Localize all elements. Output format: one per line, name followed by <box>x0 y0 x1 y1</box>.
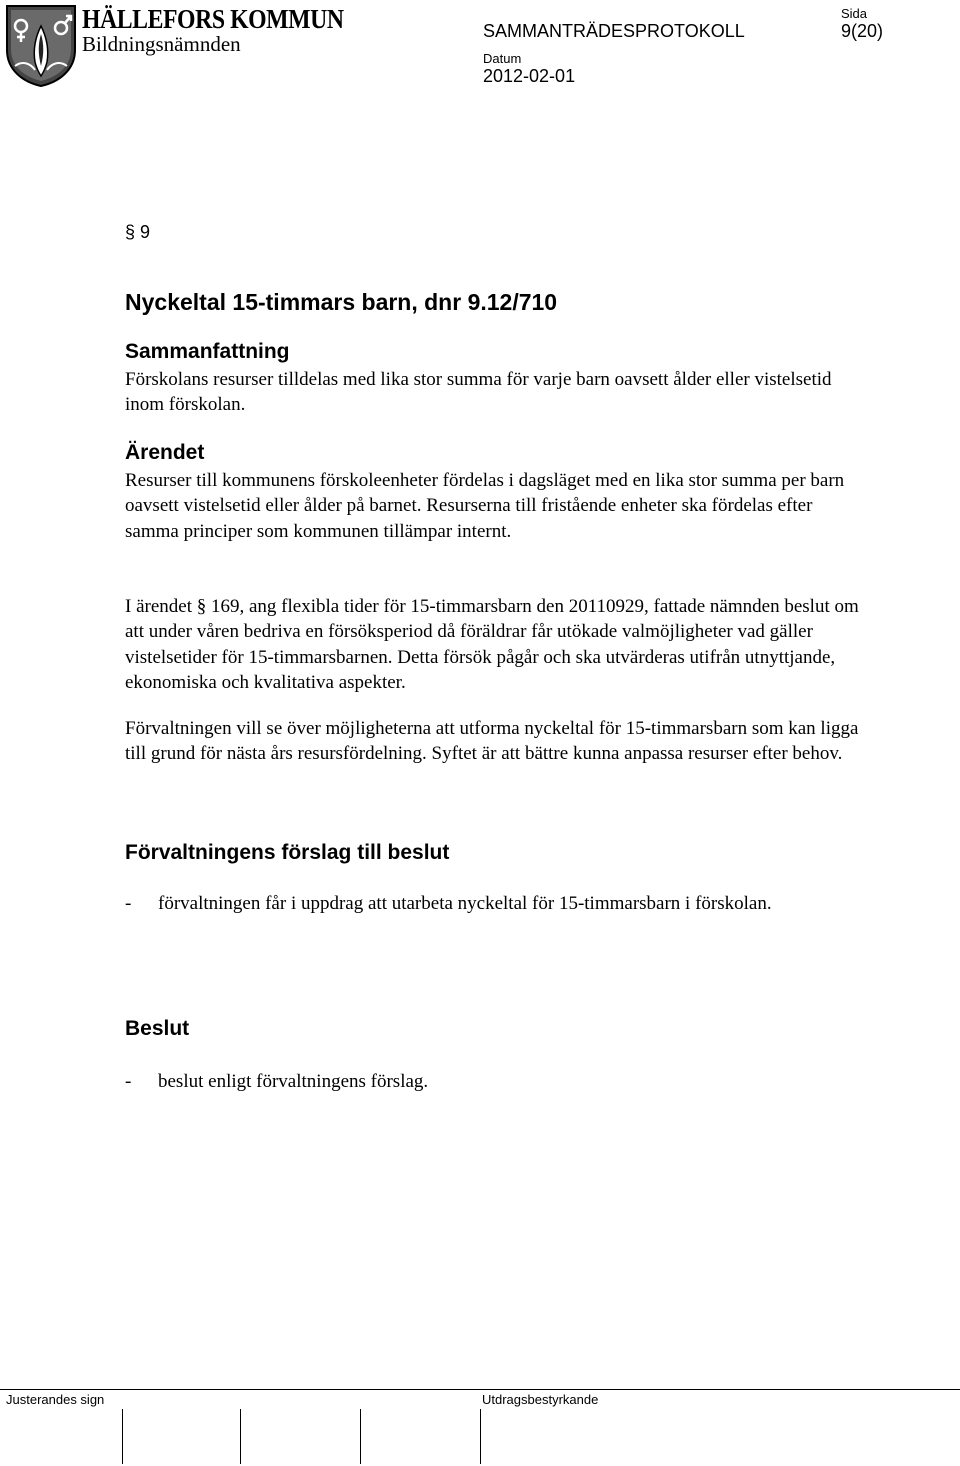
signature-box-divider <box>240 1409 241 1464</box>
list-dash: - <box>125 893 132 914</box>
matter-heading: Ärendet <box>125 441 205 464</box>
footer-divider <box>0 1389 960 1390</box>
matter-paragraph-3: Förvaltningen vill se över möjligheterna att utforma nyckeltal för 15-timmarsbarn som kan ligga till grund för nästa års resursfördelning. Syftet är att bättre kunna anpassa resurser efter behov. <box>125 718 859 764</box>
matter-paragraph-1: Resurser till kommunens förskoleenheter fördelas i dagsläget med en lika stor summa per barn oavsett vistelsetid eller ålder på barnet. Resurserna till fristående enheter ska fördelas efter samma principer som kommunen tillämpar internt. <box>125 470 845 542</box>
adjuster-signature-label: Justerandes sign <box>6 1392 105 1407</box>
page-label: Sida <box>841 6 868 21</box>
extract-certification-label: Utdragsbestyrkande <box>482 1392 599 1407</box>
signature-box-divider <box>122 1409 123 1464</box>
date-label: Datum <box>483 51 522 66</box>
proposal-text: förvaltningen får i uppdrag att utarbeta nyckeltal för 15-timmarsbarn i förskolan. <box>158 893 772 914</box>
summary-heading: Sammanfattning <box>125 340 290 363</box>
proposal-heading: Förvaltningens förslag till beslut <box>125 841 450 864</box>
signature-box-divider <box>360 1409 361 1464</box>
matter-paragraph-2: I ärendet § 169, ang flexibla tider för 15-timmarsbarn den 20110929, fattade nämnden beslut om att under våren bedriva en försöksperiod då föräldrar får utökade valmöjligheter vad gäller vistelsetider för 15-timmarsbarnen. Detta försök pågår och ska utvärderas utifrån utnyttjande, ekonomiska och kvalitativa aspekter. <box>125 596 859 693</box>
proposal-list-item <box>125 891 865 917</box>
item-title: Nyckeltal 15-timmars barn, dnr 9.12/710 <box>125 289 558 315</box>
document-type: SAMMANTRÄDESPROTOKOLL <box>483 21 745 41</box>
page-number: 9(20) <box>841 21 884 41</box>
decision-text: beslut enligt förvaltningens förslag. <box>158 1071 429 1092</box>
department-name: Bildningsnämnden <box>82 32 241 56</box>
summary-text: Förskolans resurser tilldelas med lika stor summa för varje barn oavsett ålder eller vistelsetid inom förskolan. <box>125 369 832 416</box>
decision-heading: Beslut <box>125 1017 190 1040</box>
date-value: 2012-02-01 <box>483 66 576 86</box>
decision-list-item <box>125 1069 865 1095</box>
organization-name: HÄLLEFORS KOMMUN <box>82 4 344 34</box>
list-dash: - <box>125 1071 132 1092</box>
signature-box-divider <box>480 1409 481 1464</box>
section-number: § 9 <box>125 222 151 242</box>
municipal-coat-of-arms-icon <box>5 4 77 88</box>
